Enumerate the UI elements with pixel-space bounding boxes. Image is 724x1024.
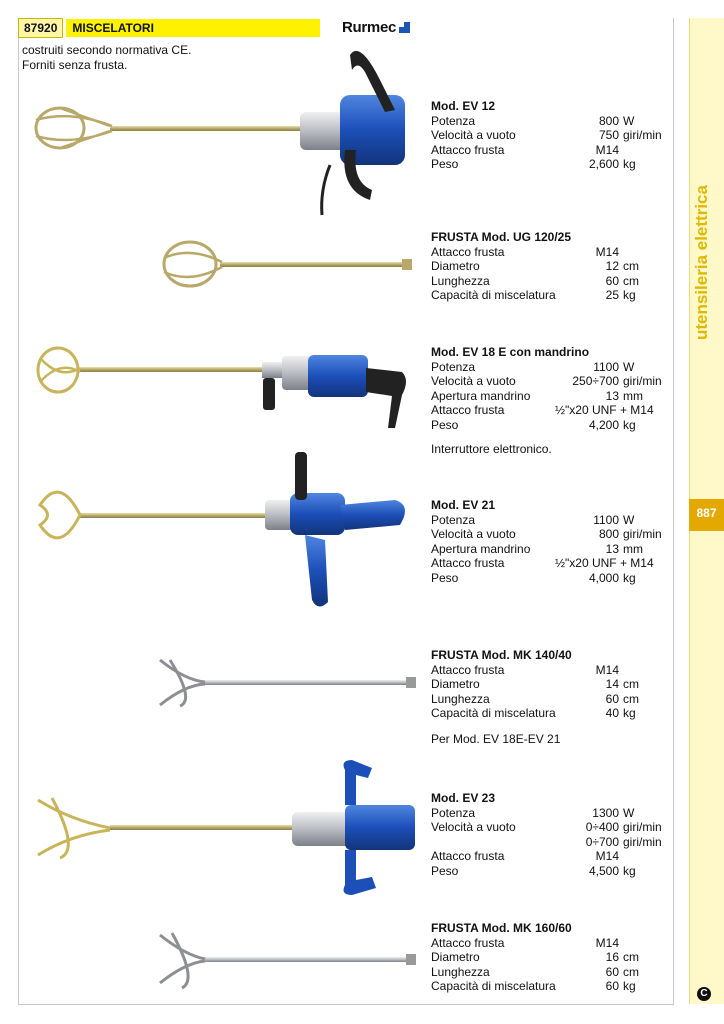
spec-row: Apertura mandrino 13 mm	[431, 541, 643, 556]
spec-row: Potenza 1100 W	[431, 359, 635, 374]
spec-row: Capacità di miscelatura 40 kg	[431, 706, 636, 721]
compatibility-note: Per Mod. EV 18E-EV 21	[431, 732, 561, 746]
spec-row: 0÷700 giri/min	[585, 834, 662, 849]
spec-row: Attacco frusta M14	[431, 662, 619, 677]
spec-row: Attacco frusta M14	[431, 142, 619, 157]
product-ev12	[431, 99, 662, 172]
category-label: utensileria elettrica	[692, 185, 711, 340]
spec-row: Peso 4,000 kg	[431, 570, 636, 585]
product-ug120	[431, 230, 639, 303]
product-ev18e	[431, 345, 662, 433]
spec-row: Peso 4,500 kg	[431, 863, 636, 878]
spec-row: Attacco frusta M14	[431, 849, 619, 864]
product-ev21	[431, 498, 662, 586]
spec-row: Apertura mandrino 13 mm	[431, 388, 643, 403]
ev12-mixer-image	[36, 51, 405, 215]
spec-row: Attacco frusta M14	[431, 244, 619, 259]
ev18e-mixer-image	[38, 348, 406, 428]
mk140-whisk-image	[160, 660, 416, 706]
product-title: FRUSTA Mod. UG 120/25	[431, 230, 572, 244]
spec-row: Diametro 16 cm	[431, 950, 639, 965]
spec-row: Velocità a vuoto 800 giri/min	[431, 527, 662, 542]
intro-line: Forniti senza frusta.	[22, 58, 128, 72]
product-title: Mod. EV 21	[431, 498, 496, 512]
spec-row: Potenza 1300 W	[431, 805, 635, 820]
intro-line: costruiti secondo normativa CE.	[22, 43, 192, 57]
spec-row: Diametro 14 cm	[431, 677, 639, 692]
spec-row: Velocità a vuoto 750 giri/min	[431, 128, 662, 143]
spec-row: Lunghezza 60 cm	[431, 273, 639, 288]
spec-row: Peso 2,600 kg	[431, 157, 636, 172]
spec-row: Peso 4,200 kg	[431, 417, 636, 432]
product-ev23	[431, 791, 662, 879]
mk160-whisk-image	[160, 933, 416, 988]
product-mk140	[431, 648, 639, 721]
spec-row: Velocità a vuoto 0÷400 giri/min	[431, 820, 662, 835]
spec-row: Attacco frusta ½"x20 UNF + M14	[431, 556, 654, 571]
spec-row: Attacco frusta M14	[431, 935, 619, 950]
ug120-whisk-image	[164, 242, 412, 286]
spec-row: Diametro 12 cm	[431, 259, 639, 274]
product-mk160	[431, 921, 639, 994]
product-title: FRUSTA Mod. MK 160/60	[431, 921, 572, 935]
electronic-switch-note: Interruttore elettronico.	[431, 442, 552, 456]
brand-name: Rurmec	[342, 19, 397, 36]
spec-row: Capacità di miscelatura 25 kg	[431, 288, 636, 303]
catalog-code: 87920	[18, 18, 63, 38]
section-title: MISCELATORI	[66, 19, 320, 37]
product-title: Mod. EV 23	[431, 791, 496, 805]
product-title: Mod. EV 12	[431, 99, 496, 113]
product-title: FRUSTA Mod. MK 140/40	[431, 648, 572, 662]
spec-row: Lunghezza 60 cm	[431, 964, 639, 979]
spec-row: Velocità a vuoto 250÷700 giri/min	[431, 374, 662, 389]
spec-row: Potenza 800 W	[431, 113, 635, 128]
ev21-mixer-image	[40, 452, 405, 607]
spec-row: Attacco frusta ½"x20 UNF + M14	[431, 403, 654, 418]
spec-row: Capacità di miscelatura 60 kg	[431, 979, 636, 994]
page-number: 887	[689, 499, 724, 531]
c-logo-icon: C	[697, 987, 711, 1001]
product-title: Mod. EV 18 E con mandrino	[431, 345, 590, 359]
spec-row: Potenza 1100 W	[431, 512, 635, 527]
spec-row: Lunghezza 60 cm	[431, 691, 639, 706]
ev23-mixer-image	[38, 760, 415, 895]
